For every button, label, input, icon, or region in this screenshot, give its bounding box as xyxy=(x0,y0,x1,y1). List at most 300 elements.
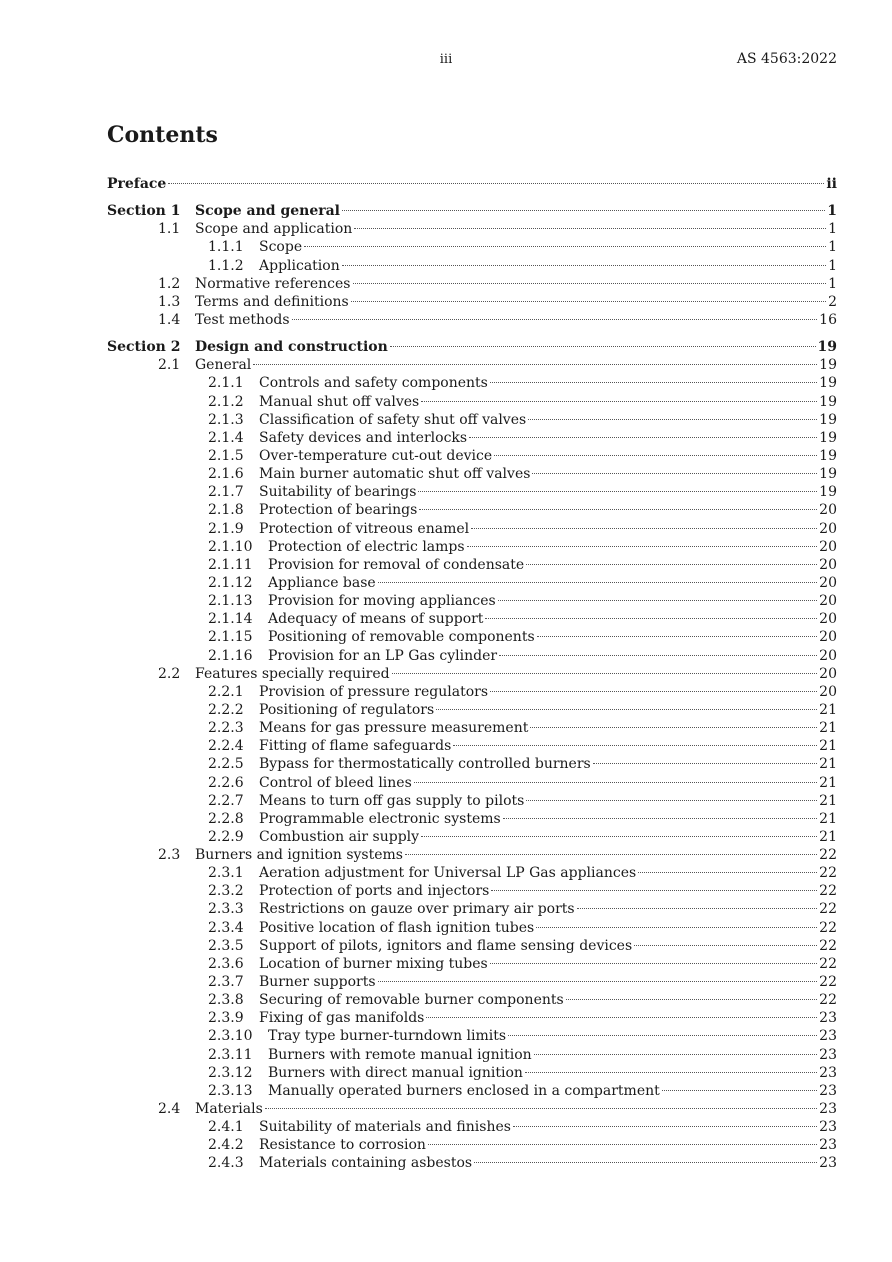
page-ref: 1 xyxy=(828,239,837,256)
toc-entry[interactable] xyxy=(0,810,892,828)
toc-entry[interactable] xyxy=(0,556,892,574)
page-ref: 22 xyxy=(819,955,837,972)
entry-line xyxy=(268,647,837,665)
toc-entry[interactable] xyxy=(0,592,892,610)
entry-title: Positioning of regulators xyxy=(259,701,435,718)
entry-number: 2.3.9 xyxy=(208,1010,244,1027)
entry-title: Materials xyxy=(195,1101,263,1118)
dot-leader xyxy=(536,927,817,928)
entry-line xyxy=(259,1136,837,1154)
page-ref: 19 xyxy=(819,393,837,410)
entry-line xyxy=(259,429,837,447)
entry-number: 2.4.2 xyxy=(208,1137,244,1154)
page-ref: 20 xyxy=(819,502,837,519)
entry-number: 2.2.2 xyxy=(208,701,244,718)
toc-entry[interactable] xyxy=(0,538,892,556)
section-label: Section 2 xyxy=(107,339,181,356)
toc-entry[interactable] xyxy=(0,429,892,447)
entry-title: Protection of vitreous enamel xyxy=(259,520,470,537)
toc-entry[interactable] xyxy=(0,882,892,900)
entry-line xyxy=(259,828,837,846)
page-ref: 23 xyxy=(819,1028,837,1045)
dot-leader xyxy=(342,210,825,211)
entry-number: 2.1.15 xyxy=(208,629,253,646)
entry-number: 2.3.4 xyxy=(208,919,244,936)
dot-leader xyxy=(292,319,818,320)
toc-entry[interactable] xyxy=(0,520,892,538)
entry-number: 2.1.9 xyxy=(208,520,244,537)
entry-line xyxy=(259,1118,837,1136)
dot-leader xyxy=(474,1162,817,1163)
dot-leader xyxy=(490,382,817,383)
entry-number: 2.2.7 xyxy=(208,792,244,809)
entry-number: 1.4 xyxy=(158,311,181,328)
toc-entry[interactable] xyxy=(0,828,892,846)
entry-line xyxy=(259,411,837,429)
entry-title: Safety devices and interlocks xyxy=(259,429,468,446)
toc-entry[interactable] xyxy=(0,411,892,429)
dot-leader xyxy=(526,800,817,801)
dot-leader xyxy=(428,1144,817,1145)
toc-entry[interactable] xyxy=(0,1046,892,1064)
toc-entry[interactable] xyxy=(0,864,892,882)
page-ref: 20 xyxy=(819,683,837,700)
entry-line xyxy=(259,501,837,519)
entry-title: Terms and definitions xyxy=(195,293,349,310)
entry-title: Positive location of flash ignition tubes xyxy=(259,919,535,936)
entry-line xyxy=(195,356,837,374)
toc-entry[interactable] xyxy=(0,610,892,628)
dot-leader xyxy=(390,346,816,347)
dot-leader xyxy=(503,818,817,819)
entry-title: General xyxy=(195,357,252,374)
page-ref: ii xyxy=(826,176,837,192)
toc-entry[interactable] xyxy=(0,900,892,918)
toc-entry[interactable] xyxy=(0,356,892,374)
entry-line xyxy=(268,592,837,610)
entry-line xyxy=(259,465,837,483)
entry-title: Materials containing asbestos xyxy=(259,1155,473,1172)
toc-entry[interactable] xyxy=(0,574,892,592)
page-ref: 20 xyxy=(819,629,837,646)
entry-title: Scope xyxy=(259,239,303,256)
dot-leader xyxy=(467,546,818,547)
entry-number: 2.3.11 xyxy=(208,1046,253,1063)
toc-entry[interactable] xyxy=(0,937,892,955)
entry-title: Positioning of removable components xyxy=(268,629,535,646)
entry-title: Resistance to corrosion xyxy=(259,1137,426,1154)
toc-entry[interactable] xyxy=(0,483,892,501)
page-ref: 19 xyxy=(819,484,837,501)
page-ref: 20 xyxy=(819,665,837,682)
dot-leader xyxy=(525,1072,817,1073)
entry-title: Protection of electric lamps xyxy=(268,538,465,555)
dot-leader xyxy=(342,265,826,266)
entry-line xyxy=(268,556,837,574)
entry-title: Securing of removable burner components xyxy=(259,992,564,1009)
entry-number: 2.2.8 xyxy=(208,810,244,827)
entry-number: 2.2 xyxy=(158,665,181,682)
page-ref: 20 xyxy=(819,574,837,591)
entry-title: Control of bleed lines xyxy=(259,774,412,791)
entry-number: 2.4.3 xyxy=(208,1155,244,1172)
entry-line xyxy=(259,447,837,465)
entry-line xyxy=(268,1082,837,1100)
entry-title: Design and construction xyxy=(195,339,388,356)
dot-leader xyxy=(378,582,817,583)
entry-title: Scope and general xyxy=(195,203,341,220)
entry-number: 2.2.5 xyxy=(208,756,244,773)
toc-entry[interactable] xyxy=(0,701,892,719)
toc-entry[interactable] xyxy=(0,374,892,392)
section-label: Section 1 xyxy=(107,203,181,220)
dot-leader xyxy=(593,763,817,764)
entry-line xyxy=(195,338,837,356)
toc-entry[interactable] xyxy=(0,465,892,483)
entry-line xyxy=(268,1046,837,1064)
toc-entry[interactable] xyxy=(0,1009,892,1027)
dot-leader xyxy=(499,655,817,656)
entry-number: 2.2.9 xyxy=(208,828,244,845)
toc-entry[interactable] xyxy=(0,919,892,937)
entry-title: Support of pilots, ignitors and flame sensing devices xyxy=(259,937,633,954)
entry-number: 2.1.12 xyxy=(208,574,253,591)
page-ref: 21 xyxy=(819,792,837,809)
page-ref: 21 xyxy=(819,738,837,755)
page-ref: 19 xyxy=(817,339,837,356)
entry-number: 2.1.7 xyxy=(208,484,244,501)
toc-entry[interactable] xyxy=(0,293,892,311)
entry-line xyxy=(259,882,837,900)
entry-line xyxy=(259,973,837,991)
page-ref: 21 xyxy=(819,810,837,827)
dot-leader xyxy=(265,1108,817,1109)
entry-line xyxy=(195,293,837,311)
page-ref: 23 xyxy=(819,1082,837,1099)
entry-number: 1.2 xyxy=(158,275,181,292)
page-ref: 21 xyxy=(819,756,837,773)
toc-entry[interactable] xyxy=(0,1118,892,1136)
entry-title: Classification of safety shut off valves xyxy=(259,411,527,428)
dot-leader xyxy=(508,1035,817,1036)
entry-line xyxy=(259,1154,837,1172)
toc-entry[interactable] xyxy=(0,647,892,665)
entry-title: Burner supports xyxy=(259,974,376,991)
page-ref: 21 xyxy=(819,720,837,737)
entry-line xyxy=(195,1100,837,1118)
entry-number: 2.3.8 xyxy=(208,992,244,1009)
entry-number: 2.4.1 xyxy=(208,1119,244,1136)
page-ref: 1 xyxy=(828,275,837,292)
page-ref: 1 xyxy=(827,203,837,220)
dot-leader xyxy=(577,908,818,909)
entry-title: Burners with direct manual ignition xyxy=(268,1064,523,1081)
dot-leader xyxy=(494,455,817,456)
entry-line xyxy=(107,175,837,193)
entry-title: Normative references xyxy=(195,275,351,292)
dot-leader xyxy=(378,981,818,982)
entry-line xyxy=(268,1027,837,1045)
entry-title: Fitting of flame safeguards xyxy=(259,738,452,755)
toc-spacer xyxy=(0,329,892,338)
entry-number: 2.2.4 xyxy=(208,738,244,755)
page-ref: 16 xyxy=(819,311,837,328)
entry-title: Manually operated burners enclosed in a compartment xyxy=(268,1082,660,1099)
entry-number: 2.3.3 xyxy=(208,901,244,918)
page-ref: 19 xyxy=(819,447,837,464)
entry-line xyxy=(195,665,837,683)
page-ref: 21 xyxy=(819,701,837,718)
dot-leader xyxy=(453,745,817,746)
entry-number: 1.1.2 xyxy=(208,257,244,274)
dot-leader xyxy=(537,636,818,637)
page-ref: 20 xyxy=(819,520,837,537)
entry-line xyxy=(259,719,837,737)
entry-title: Appliance base xyxy=(268,574,376,591)
dot-leader xyxy=(405,854,817,855)
page-ref: 22 xyxy=(819,901,837,918)
dot-leader xyxy=(421,401,817,402)
dot-leader xyxy=(421,836,817,837)
toc-entry[interactable] xyxy=(0,737,892,755)
dot-leader xyxy=(530,727,817,728)
entry-number: 2.1.13 xyxy=(208,593,253,610)
entry-line xyxy=(268,574,837,592)
toc-entry[interactable] xyxy=(0,628,892,646)
dot-leader xyxy=(304,246,826,247)
entry-line xyxy=(195,275,837,293)
entry-line xyxy=(195,846,837,864)
entry-number: 2.3.2 xyxy=(208,883,244,900)
entry-title: Application xyxy=(259,257,340,274)
page-ref: 19 xyxy=(819,357,837,374)
page-ref: 23 xyxy=(819,1119,837,1136)
page-ref: 22 xyxy=(819,919,837,936)
entry-title: Suitability of bearings xyxy=(259,484,417,501)
entry-title: Test methods xyxy=(195,311,290,328)
page-ref: 19 xyxy=(819,466,837,483)
entry-line xyxy=(259,991,837,1009)
entry-number: 2.4 xyxy=(158,1101,181,1118)
entry-title: Means for gas pressure measurement xyxy=(259,720,529,737)
page-ref: 1 xyxy=(828,221,837,238)
toc-entry[interactable] xyxy=(0,755,892,773)
entry-line xyxy=(195,311,837,329)
entry-line xyxy=(195,202,837,220)
entry-title: Combustion air supply xyxy=(259,828,420,845)
toc-entry[interactable] xyxy=(0,311,892,329)
toc-entry[interactable] xyxy=(0,202,892,220)
dot-leader xyxy=(491,890,817,891)
dot-leader xyxy=(353,283,827,284)
dot-leader xyxy=(354,228,826,229)
entry-title: Burners with remote manual ignition xyxy=(268,1046,532,1063)
page-ref: 20 xyxy=(819,593,837,610)
entry-number: 2.3 xyxy=(158,847,181,864)
dot-leader xyxy=(351,301,826,302)
toc-entry[interactable] xyxy=(0,1154,892,1172)
entry-title: Controls and safety components xyxy=(259,375,488,392)
entry-number: 2.1.10 xyxy=(208,538,253,555)
entry-number: 2.1.3 xyxy=(208,411,244,428)
toc-entry[interactable] xyxy=(0,175,892,193)
entry-line xyxy=(259,520,837,538)
dot-leader xyxy=(414,782,817,783)
contents-heading: Contents xyxy=(107,122,218,148)
entry-line xyxy=(268,538,837,556)
page-ref: 22 xyxy=(819,974,837,991)
dot-leader xyxy=(471,528,817,529)
entry-line xyxy=(259,900,837,918)
entry-line xyxy=(259,755,837,773)
entry-number: 2.2.3 xyxy=(208,720,244,737)
toc-entry[interactable] xyxy=(0,501,892,519)
toc-entry[interactable] xyxy=(0,257,892,275)
dot-leader xyxy=(638,872,817,873)
toc-entry[interactable] xyxy=(0,238,892,256)
dot-leader xyxy=(513,1126,817,1127)
toc-entry[interactable] xyxy=(0,393,892,411)
toc-entry[interactable] xyxy=(0,1064,892,1082)
entry-line xyxy=(259,792,837,810)
page-ref: 22 xyxy=(819,937,837,954)
page-ref: 1 xyxy=(828,257,837,274)
entry-title: Tray type burner-turndown limits xyxy=(268,1028,507,1045)
page-number: iii xyxy=(439,52,453,67)
toc-entry[interactable] xyxy=(0,220,892,238)
page-ref: 22 xyxy=(819,865,837,882)
page-ref: 22 xyxy=(819,883,837,900)
dot-leader xyxy=(253,364,817,365)
page-ref: 19 xyxy=(819,429,837,446)
page-ref: 23 xyxy=(819,1101,837,1118)
entry-number: 2.1.11 xyxy=(208,556,253,573)
entry-line xyxy=(259,737,837,755)
entry-number: 2.1 xyxy=(158,357,181,374)
toc-entry[interactable] xyxy=(0,973,892,991)
toc-entry[interactable] xyxy=(0,1027,892,1045)
page-ref: 21 xyxy=(819,774,837,791)
page-ref: 19 xyxy=(819,411,837,428)
dot-leader xyxy=(469,437,817,438)
toc-entry[interactable] xyxy=(0,792,892,810)
entry-line xyxy=(259,864,837,882)
dot-leader xyxy=(485,618,817,619)
entry-number: 2.3.10 xyxy=(208,1028,253,1045)
entry-title: Restrictions on gauze over primary air ports xyxy=(259,901,575,918)
toc-entry[interactable] xyxy=(0,991,892,1009)
entry-title: Location of burner mixing tubes xyxy=(259,955,488,972)
entry-number: 1.3 xyxy=(158,293,181,310)
toc-entry[interactable] xyxy=(0,1100,892,1118)
dot-leader xyxy=(418,491,817,492)
entry-number: 2.3.12 xyxy=(208,1064,253,1081)
entry-title: Suitability of materials and finishes xyxy=(259,1119,511,1136)
dot-leader xyxy=(566,999,817,1000)
entry-title: Provision for removal of condensate xyxy=(268,556,525,573)
dot-leader xyxy=(436,709,817,710)
toc-entry[interactable] xyxy=(0,683,892,701)
entry-line xyxy=(259,238,837,256)
page-ref: 22 xyxy=(819,847,837,864)
page-ref: 23 xyxy=(819,1010,837,1027)
entry-number: 2.1.16 xyxy=(208,647,253,664)
toc-entry[interactable] xyxy=(0,665,892,683)
page-ref: 23 xyxy=(819,1046,837,1063)
page-ref: 23 xyxy=(819,1155,837,1172)
entry-title: Means to turn off gas supply to pilots xyxy=(259,792,525,809)
entry-number: 2.1.14 xyxy=(208,611,253,628)
entry-line xyxy=(259,701,837,719)
dot-leader xyxy=(634,945,817,946)
entry-number: 2.3.1 xyxy=(208,865,244,882)
entry-title: Protection of ports and injectors xyxy=(259,883,490,900)
toc-entry[interactable] xyxy=(0,275,892,293)
dot-leader xyxy=(426,1017,817,1018)
toc-entry[interactable] xyxy=(0,719,892,737)
entry-number: 1.1.1 xyxy=(208,239,244,256)
page-ref: 20 xyxy=(819,556,837,573)
entry-title: Over-temperature cut-out device xyxy=(259,447,493,464)
dot-leader xyxy=(392,673,818,674)
entry-number: 1.1 xyxy=(158,221,181,238)
dot-leader xyxy=(168,183,824,184)
dot-leader xyxy=(498,600,818,601)
page-ref: 2 xyxy=(828,293,837,310)
toc-entry[interactable] xyxy=(0,1082,892,1100)
dot-leader xyxy=(534,1054,818,1055)
toc-entry[interactable] xyxy=(0,955,892,973)
page-ref: 20 xyxy=(819,538,837,555)
entry-number: 2.1.6 xyxy=(208,466,244,483)
entry-number: 2.3.5 xyxy=(208,937,244,954)
page-ref: 20 xyxy=(819,647,837,664)
entry-title: Provision for moving appliances xyxy=(268,593,496,610)
entry-number: 2.1.4 xyxy=(208,429,244,446)
entry-number: 2.1.2 xyxy=(208,393,244,410)
entry-line xyxy=(259,774,837,792)
dot-leader xyxy=(662,1090,817,1091)
entry-title: Manual shut off valves xyxy=(259,393,420,410)
entry-title: Fixing of gas manifolds xyxy=(259,1010,425,1027)
entry-number: 2.3.7 xyxy=(208,974,244,991)
dot-leader xyxy=(490,963,817,964)
entry-line xyxy=(195,220,837,238)
entry-title: Protection of bearings xyxy=(259,502,418,519)
entry-title: Adequacy of means of support xyxy=(268,611,484,628)
toc-entry[interactable] xyxy=(0,846,892,864)
entry-number: 2.1.5 xyxy=(208,447,244,464)
entry-title: Preface xyxy=(107,176,167,192)
toc-entry[interactable] xyxy=(0,1136,892,1154)
entry-title: Bypass for thermostatically controlled burners xyxy=(259,756,591,773)
toc-entry[interactable] xyxy=(0,774,892,792)
entry-number: 2.3.13 xyxy=(208,1082,253,1099)
page-ref: 21 xyxy=(819,828,837,845)
toc-spacer xyxy=(0,193,892,202)
dot-leader xyxy=(532,473,817,474)
entry-number: 2.1.1 xyxy=(208,375,244,392)
entry-number: 2.2.1 xyxy=(208,683,244,700)
entry-title: Provision for an LP Gas cylinder xyxy=(268,647,498,664)
entry-title: Main burner automatic shut off valves xyxy=(259,466,531,483)
toc-entry[interactable] xyxy=(0,447,892,465)
entry-line xyxy=(268,628,837,646)
toc-entry[interactable] xyxy=(0,338,892,356)
entry-title: Provision of pressure regulators xyxy=(259,683,489,700)
dot-leader xyxy=(419,509,817,510)
dot-leader xyxy=(490,691,817,692)
